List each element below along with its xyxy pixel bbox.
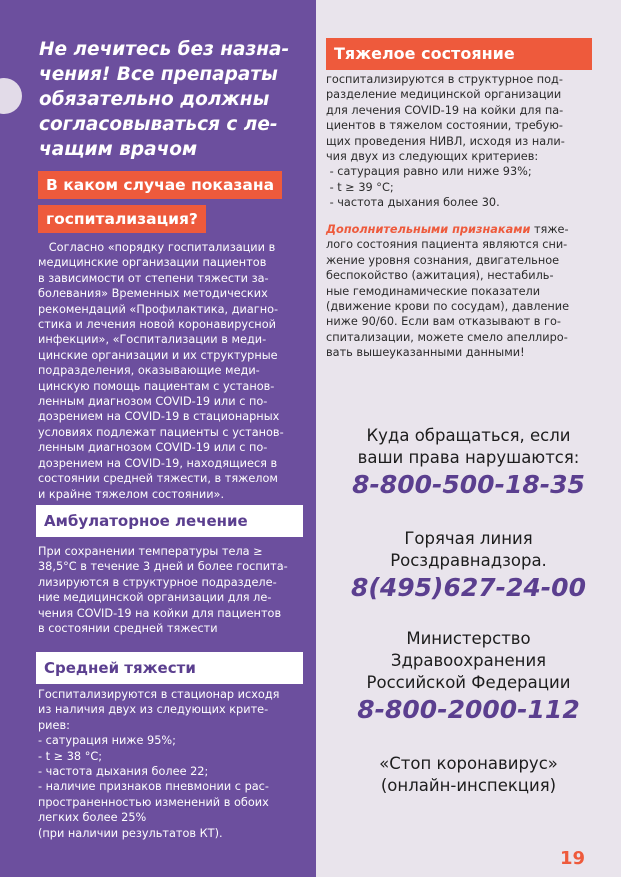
severe-header: Тяжелое состояние [326,38,592,70]
moderate-header: Средней тяжести [36,652,303,684]
text-line: цинскую помощь пациентам с установ- [38,379,275,393]
text-line: вать вышеуказанными данными! [326,346,525,360]
additional-highlight: Дополнительными признаками [326,223,531,236]
text-line: ные гемодинамические показатели [326,284,541,298]
text-line: (движение крови по сосудам), давление [326,300,570,314]
when-header-line1: В каком случае показана [38,171,282,199]
text-line: рекомендаций «Профилактика, диагно- [38,302,279,316]
page-number: 19 [559,848,585,869]
text-line: щих проведения НИВЛ, исходя из нали- [326,134,565,148]
text-line: чия двух из следующих критериев: [326,150,539,164]
text-line: пространенностью изменений в обоих [38,795,269,809]
text-line: медицинские организации пациентов [38,256,267,270]
ministry-label: Российской Федерации [366,673,571,692]
stop-label[interactable]: «Стоп коронавирус» [379,754,558,773]
intro-warning [39,37,304,162]
additional-text [326,222,592,361]
text-line: лизируются в структурное подразделе- [38,575,277,589]
text-line: - сатурация равно или ниже 93%; [326,165,532,179]
text-line: - сатурация ниже 95%; [38,734,176,748]
text-line: подразделения, оказывающие меди- [38,364,260,378]
text-line: ние медицинской организации для ле- [38,591,272,605]
text-line: ленным диагнозом COVID-19 или с по- [38,395,268,409]
hotline-contact [326,528,611,604]
text-line: (при наличии результатов КТ). [38,826,223,840]
ambulatory-header: Амбулаторное лечение [36,505,303,537]
text-line: беспокойство (ажитация), нестабиль- [326,269,554,283]
text-line: - t ≥ 38 °C; [38,749,103,763]
text-line: ниже 90/60. Если вам отказывают в го- [326,315,561,329]
ministry-label: Министерство [406,629,531,648]
text-line: разделение медицинской организации [326,88,562,102]
text-line: в зависимости от степени тяжести за- [38,271,269,285]
text-line: дозрением на COVID-19 в стационарных [38,410,280,424]
text-line: ленным диагнозом COVID-19 или с по- [38,441,268,455]
ministry-contact [326,628,611,726]
text-line: жение уровня сознания, двигательное [326,253,560,267]
text-line: состоянии средней тяжести, в тяжелом [38,472,278,486]
text-line: инфекции», «Госпитализации в меди- [38,333,267,347]
stop-label: (онлайн-инспекция) [380,776,557,795]
text-line: спитализации, можете смело апеллиро- [326,330,568,344]
text-line: лого состояния пациента являются сни- [326,238,568,252]
when-text [38,240,306,502]
text-line: стика и лечения новой коронавирусной [38,318,276,332]
moderate-text [38,687,306,841]
text-line: цинские организации и их структурные [38,348,278,362]
text-line: 38,5°C в течение 3 дней и более госпита- [38,560,288,574]
hotline-phone[interactable]: 8(495)627-24-00 [351,573,586,602]
hotline-label: Горячая линия [404,529,533,548]
text-line: При сохранении температуры тела ≥ [38,545,263,558]
rights-label: ваши права нарушаются: [357,448,580,467]
text-line: - наличие признаков пневмонии с рас- [38,780,269,794]
text-line: в состоянии средней тяжести [38,622,218,636]
text-line: из наличия двух из следующих крите- [38,703,269,717]
text-line: и крайне тяжелом состоянии». [38,487,225,501]
stop-coronavirus-contact [326,753,611,797]
ministry-label: Здравоохранения [390,651,547,670]
text-line: циентов в тяжелом состоянии, требую- [326,119,563,133]
text-line: для лечения COVID-19 на койки для па- [326,103,564,117]
intro-line: обязательно должны [39,89,270,110]
rights-phone[interactable]: 8-800-500-18-35 [352,470,585,499]
text-fragment: тяже- [530,223,569,236]
severe-text [326,72,592,211]
text-line: Госпитализируются в стационар исходя [38,688,280,701]
intro-line: согласовываться с ле- [39,114,278,135]
intro-line: Не лечитесь без назна- [39,39,290,60]
hotline-label: Росздравнадзора. [390,551,547,570]
ministry-phone[interactable]: 8-800-2000-112 [357,695,580,724]
text-line: - частота дыхания более 30. [326,196,500,210]
rights-label: Куда обращаться, если [366,426,571,445]
text-line: - t ≥ 39 °C; [326,180,394,194]
when-header-line2: госпитализация? [38,205,206,233]
intro-line: чения! Все препараты [39,64,278,85]
rights-contact [326,425,611,501]
text-line: риев: [38,718,70,732]
text-line: госпитализируются в структурное под- [326,73,563,86]
text-line: - частота дыхания более 22; [38,765,209,779]
text-line: чения COVID-19 на койки для пациентов [38,606,282,620]
text-line: условиях подлежат пациенты с установ- [38,425,284,439]
text-line: Согласно «порядку госпитализации в [38,241,276,254]
text-line: дозрением на COVID-19, находящиеся в [38,456,278,470]
text-line: болевания» Временных методических [38,287,268,301]
intro-line: чащим врачом [39,139,198,160]
text-line: легких более 25% [38,811,147,825]
ambulatory-text [38,544,306,636]
